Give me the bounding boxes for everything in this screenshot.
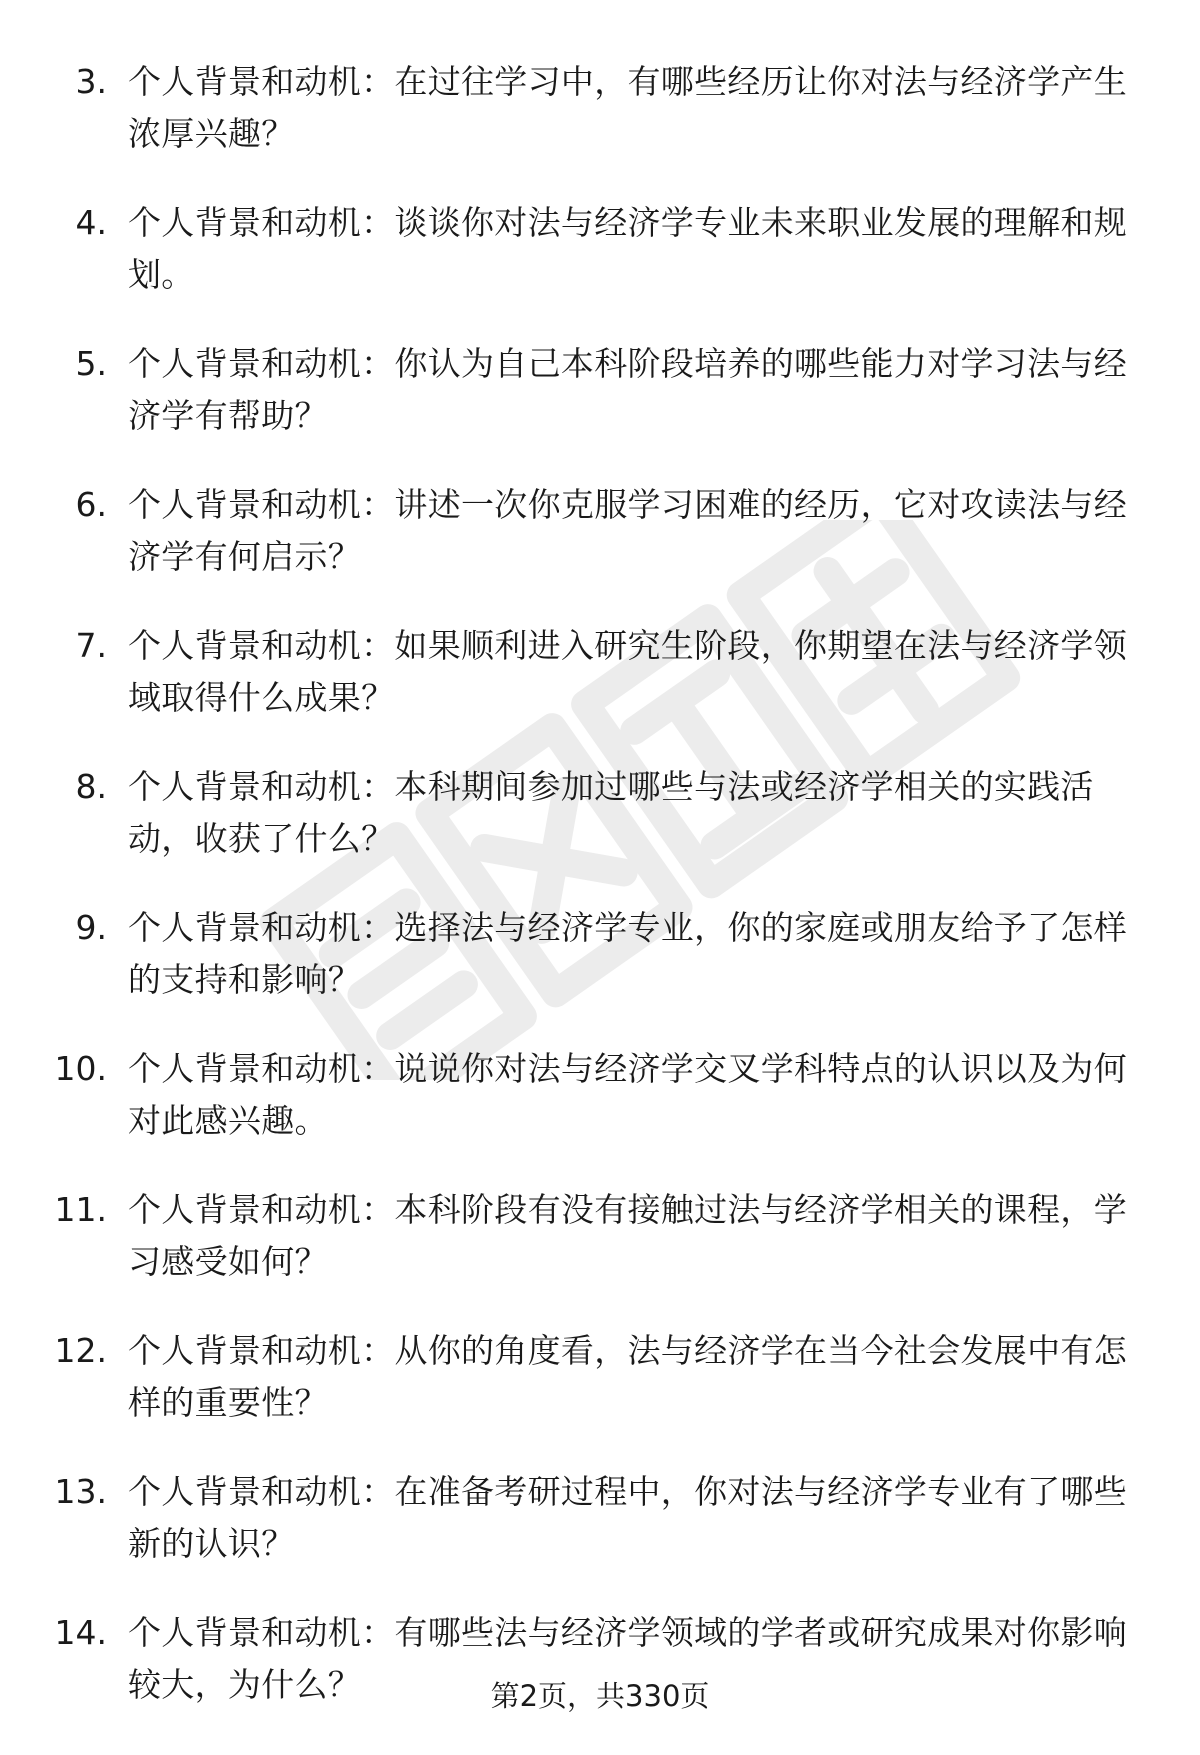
question-text: 个人背景和动机：在准备考研过程中，你对法与经济学专业有了哪些新的认识？ [128,1472,1127,1563]
question-text: 个人背景和动机：如果顺利进入研究生阶段，你期望在法与经济学领域取得什么成果？ [128,626,1127,717]
list-item [0,620,1200,761]
question-number: 13. [54,1472,107,1511]
question-number: 4. [75,203,107,242]
question-number: 12. [54,1331,107,1370]
list-item [0,1325,1200,1466]
question-number: 10. [54,1049,107,1088]
list-item [0,338,1200,479]
list-item [0,761,1200,902]
question-text: 个人背景和动机：谈谈你对法与经济学专业未来职业发展的理解和规划。 [128,203,1127,294]
question-list [0,56,1200,1748]
question-number: 3. [75,62,107,101]
question-text: 个人背景和动机：有哪些法与经济学领域的学者或研究成果对你影响较大，为什么？ [128,1613,1127,1704]
list-item [0,56,1200,197]
question-text: 个人背景和动机：本科阶段有没有接触过法与经济学相关的课程，学习感受如何？ [128,1190,1127,1281]
list-item [0,902,1200,1043]
question-text: 个人背景和动机：选择法与经济学专业，你的家庭或朋友给予了怎样的支持和影响？ [128,908,1127,999]
question-number: 5. [75,344,107,383]
question-text: 个人背景和动机：从你的角度看，法与经济学在当今社会发展中有怎样的重要性？ [128,1331,1127,1422]
question-number: 6. [75,485,107,524]
question-text: 个人背景和动机：本科期间参加过哪些与法或经济学相关的实践活动，收获了什么？ [128,767,1094,858]
list-item [0,1043,1200,1184]
question-text: 个人背景和动机：讲述一次你克服学习困难的经历，它对攻读法与经济学有何启示？ [128,485,1127,576]
question-text: 个人背景和动机：你认为自己本科阶段培养的哪些能力对学习法与经济学有帮助？ [128,344,1127,435]
page-footer: 第2页，共330页 [490,1679,710,1713]
question-number: 8. [75,767,107,806]
question-text: 个人背景和动机：在过往学习中，有哪些经历让你对法与经济学产生浓厚兴趣？ [128,62,1127,153]
question-number: 9. [75,908,107,947]
question-number: 11. [54,1190,107,1229]
list-item [0,479,1200,620]
list-item [0,1466,1200,1607]
question-number: 14. [54,1613,107,1652]
list-item [0,1184,1200,1325]
list-item [0,197,1200,338]
question-text: 个人背景和动机：说说你对法与经济学交叉学科特点的认识以及为何对此感兴趣。 [128,1049,1127,1140]
question-number: 7. [75,626,107,665]
